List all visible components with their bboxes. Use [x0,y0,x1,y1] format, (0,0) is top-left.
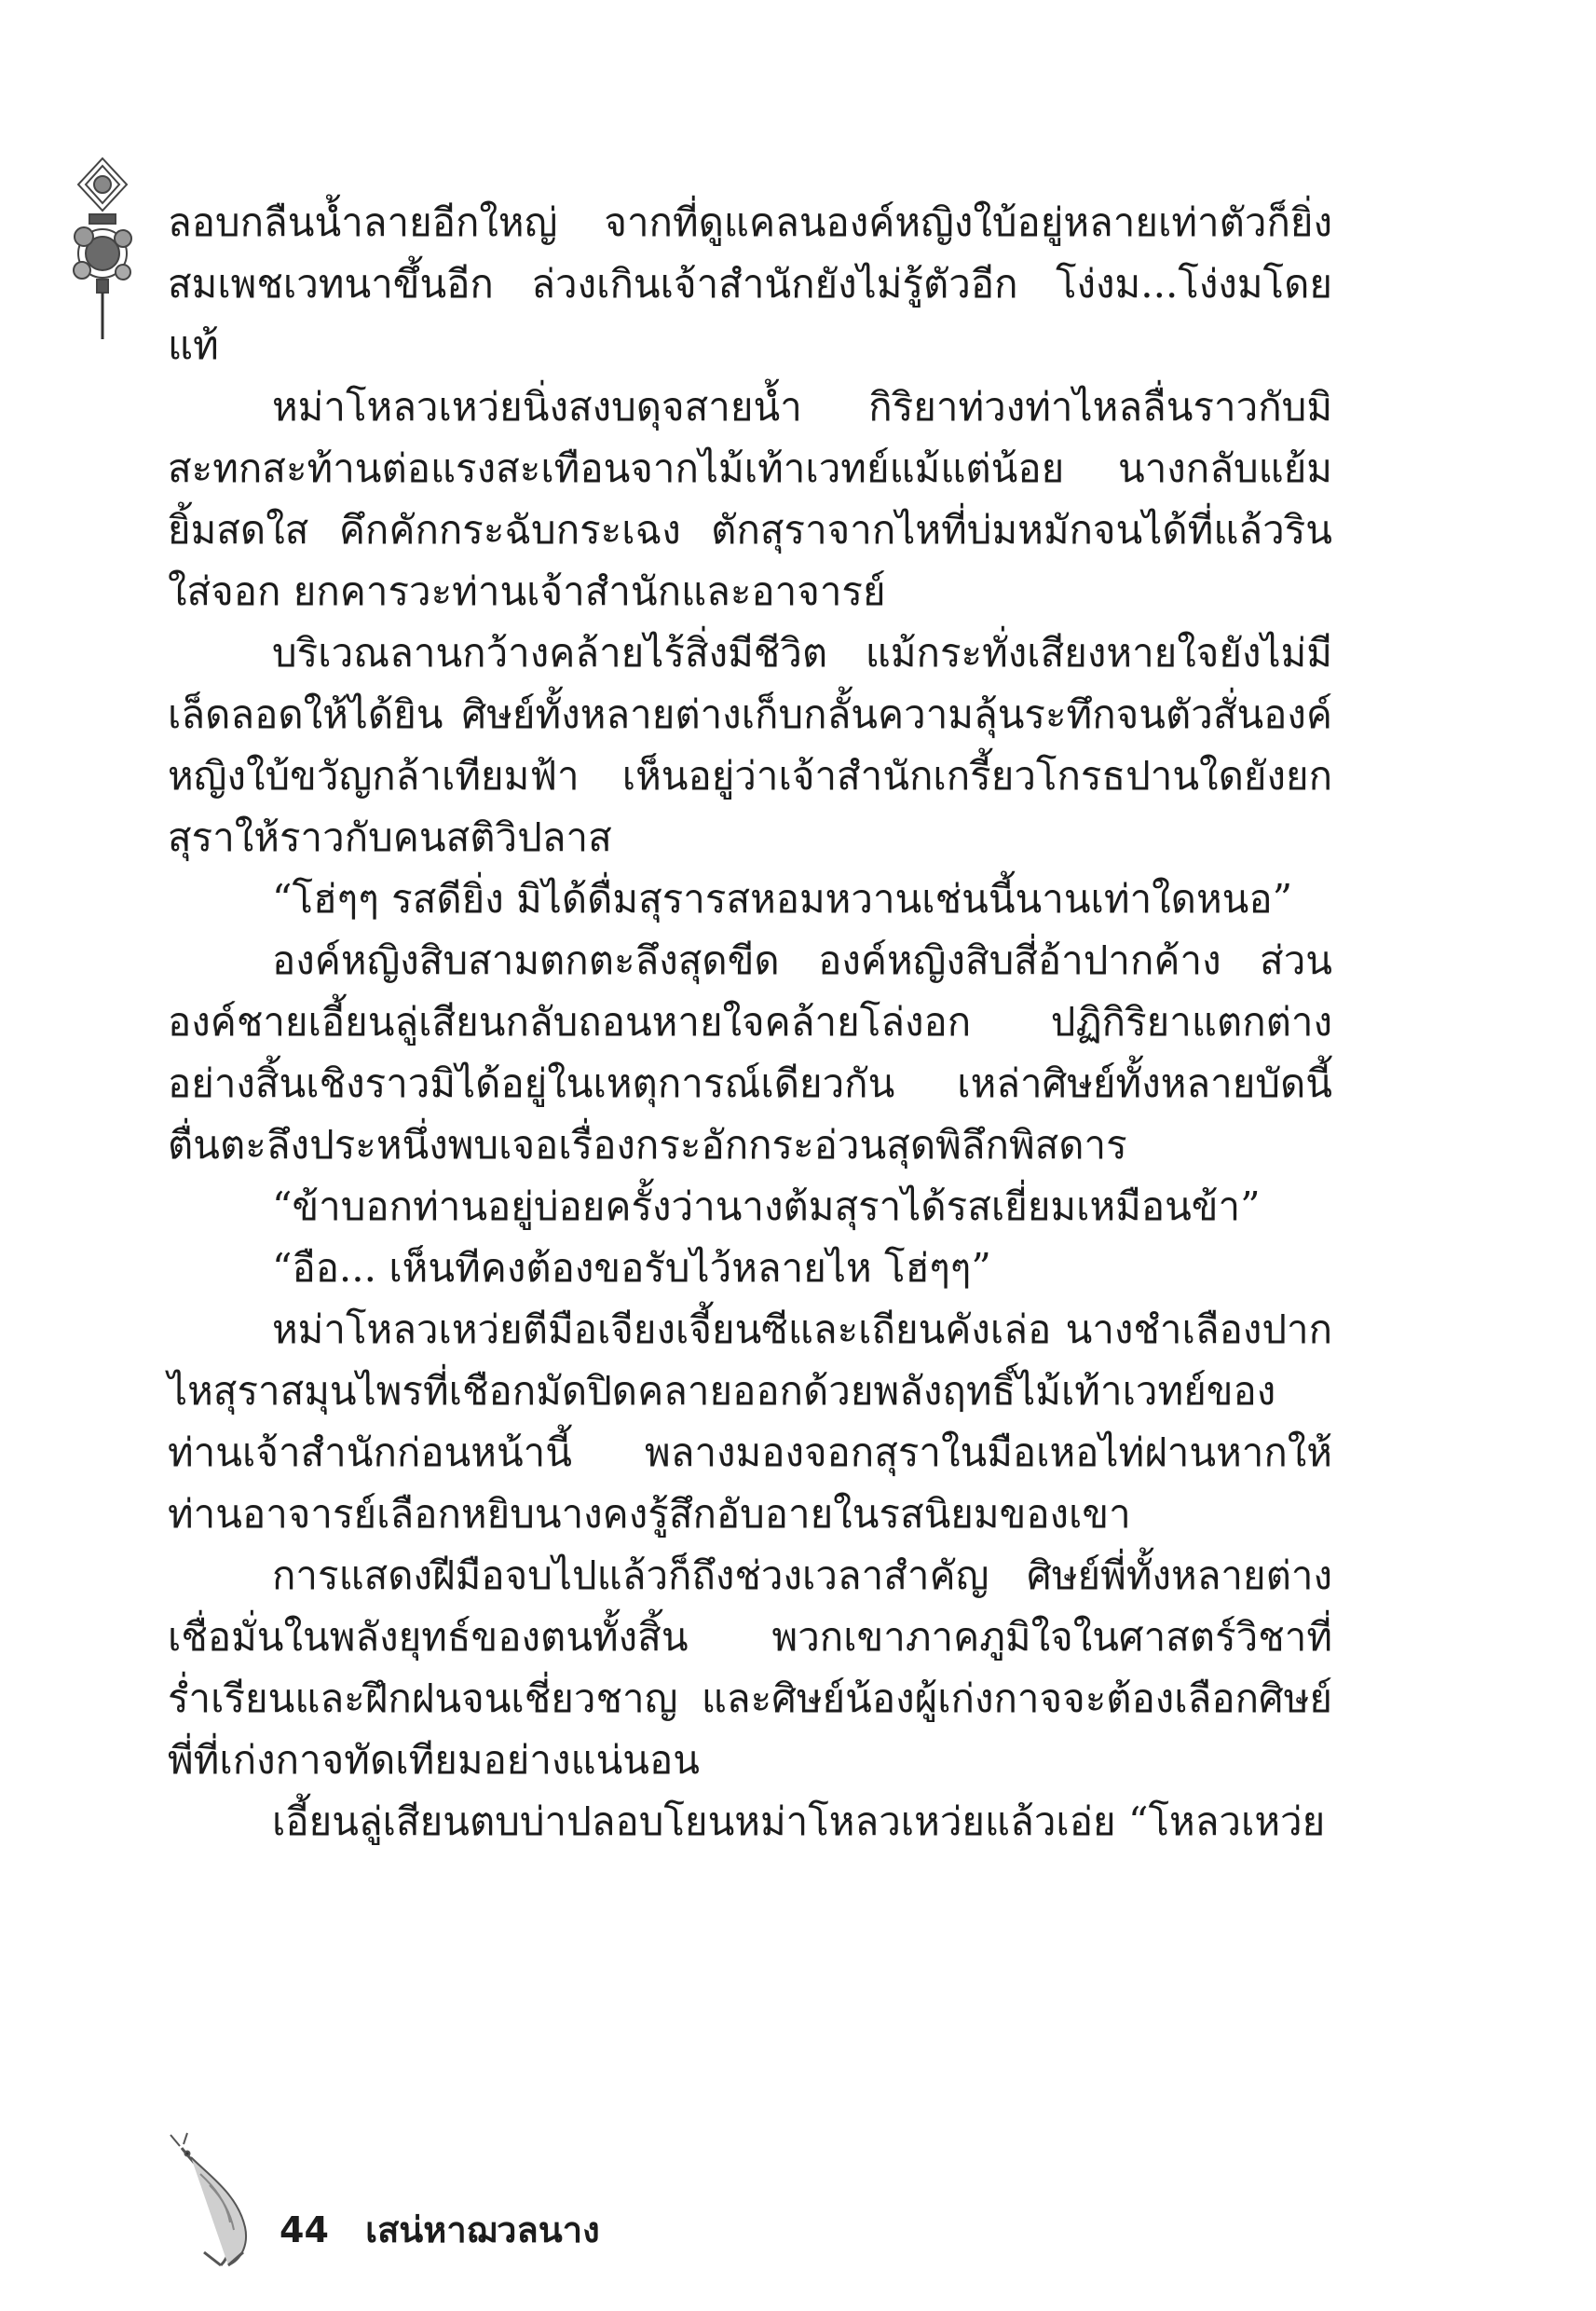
paragraph-7: “อือ... เห็นทีคงต้องขอรับไว้หลายไห โฮ่ๆๆ” [272,1245,991,1291]
paragraph-8: หม่าโหลวเหว่ยตีมือเจียงเจี้ยนซีและเถียนคังเล่อ นางชำเลืองปากไหสุราสมุนไพรที่เชือกมัดปิดคลายออกด้วยพลังฤทธิ์ไม้เท้าเวทย์ของท่านเจ้าสำนักก่อนหน้านี้ พลางมองจอกสุราในมือเหอไท่ฝานหากให้ท่านอาจารย์เลือกหยิบนางคงรู้สึกอับอายในรสนิยมของเขา [168,1306,1332,1537]
page-number: 44 [280,2209,329,2250]
paragraph-3: บริเวณลานกว้างคล้ายไร้สิ่งมีชีวิต แม้กระทั่งเสียงหายใจยังไม่มีเล็ดลอดให้ได้ยิน ศิษย์ทั้งหลายต่างเก็บกลั้นความลุ้นระทึกจนตัวสั่นองค์หญิงใบ้ขวัญกล้าเทียมฟ้า เห็นอยู่ว่าเจ้าสำนักเกรี้ยวโกรธปานใดยังยกสุราให้ราวกับคนสติวิปลาส [168,630,1332,860]
page-footer [280,2201,600,2258]
paragraph-2: หม่าโหลวเหว่ยนิ่งสงบดุจสายน้ำ กิริยาท่วงท่าไหลลื่นราวกับมิสะทกสะท้านต่อแรงสะเทือนจากไม้เท้าเวทย์แม้แต่น้อย นางกลับแย้มยิ้มสดใส คึกคักกระฉับกระเฉง ตักสุราจากไหที่บ่มหมักจนได้ที่แล้วรินใส่จอก ยกคารวะท่านเจ้าสำนักและอาจารย์ [168,384,1332,614]
koi-fish-icon [163,2129,275,2269]
book-title: เสน่หาฌวลนาง [365,2209,600,2250]
paragraph-4: “โฮ่ๆๆ รสดียิ่ง มิได้ดื่มสุรารสหอมหวานเช่นนี้นานเท่าใดหนอ” [272,876,1293,922]
publisher-emblem-icon [69,157,136,343]
paragraph-6: “ข้าบอกท่านอยู่บ่อยครั้งว่านางต้มสุราได้รสเยี่ยมเหมือนข้า” [272,1183,1261,1229]
paragraph-5: องค์หญิงสิบสามตกตะลึงสุดขีด องค์หญิงสิบสี่อ้าปากค้าง ส่วนองค์ชายเอี้ยนลู่เสียนกลับถอนหายใจคล้ายโล่งอก ปฏิกิริยาแตกต่างอย่างสิ้นเชิงราวมิได้อยู่ในเหตุการณ์เดียวกัน เหล่าศิษย์ทั้งหลายบัดนี้ตื่นตะลึงประหนึ่งพบเจอเรื่องกระอักกระอ่วนสุดพิลึกพิสดาร [168,937,1332,1168]
paragraph-10: เอี้ยนลู่เสียนตบบ่าปลอบโยนหม่าโหลวเหว่ยแล้วเอ่ย “โหลวเหว่ย [272,1798,1326,1844]
paragraph-9: การแสดงฝีมือจบไปแล้วก็ถึงช่วงเวลาสำคัญ ศิษย์พี่ทั้งหลายต่างเชื่อมั่นในพลังยุทธ์ของตนทั้งสิ้น พวกเขาภาคภูมิใจในศาสตร์วิชาที่ร่ำเรียนและฝึกฝนจนเชี่ยวชาญ และศิษย์น้องผู้เก่งกาจจะต้องเลือกศิษย์พี่ที่เก่งกาจทัดเทียมอย่างแน่นอน [168,1552,1332,1783]
body-text [168,192,1332,1853]
paragraph-1: ลอบกลืนน้ำลายอีกใหญ่ จากที่ดูแคลนองค์หญิงใบ้อยู่หลายเท่าตัวก็ยิ่งสมเพชเวทนาขึ้นอีก ล่วงเกินเจ้าสำนักยังไม่รู้ตัวอีก โง่งม...โง่งมโดยแท้ [168,199,1332,368]
